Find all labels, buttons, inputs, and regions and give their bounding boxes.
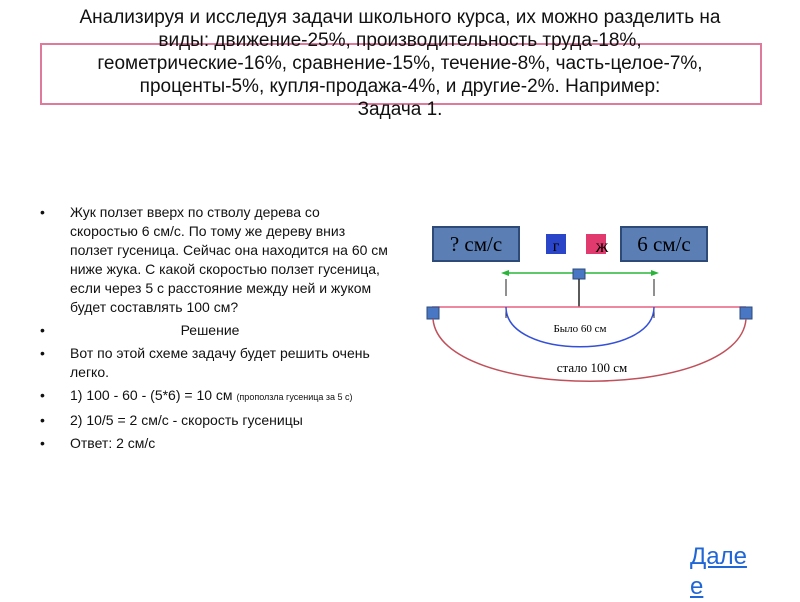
title-line-3: геометрические-16%, сравнение-15%, течение-8%, часть-целое-7%,	[97, 53, 703, 74]
green-arrow-left-head	[501, 270, 509, 276]
caterpillar-end-marker	[427, 307, 439, 319]
was-label: Было 60 см	[553, 323, 607, 335]
title-line-4: проценты-5%, купля-продажа-4%, и другие-2%. Например:	[139, 76, 661, 97]
tree-marker	[573, 269, 585, 279]
intro-text: • Вот по этой схеме задачу будет решить очень легко.	[30, 344, 390, 382]
caterpillar-mark: г	[552, 238, 560, 255]
step-1-formula: 1) 100 - 60 - (5*6) = 10 см	[70, 387, 233, 403]
caterpillar-speed-box: ? см/с	[432, 226, 520, 262]
problem-text: • Жук ползет вверх по стволу дерева со скоростью 6 см/с. По тому же дереву вниз ползет гусеница. Сейчас она находится на 60 см ниже жука. С какой скоростью ползет гусеница, если через 5 с расстояние между ней и жуком будет составлять 100 см?	[30, 203, 390, 317]
solution-heading: • Решение	[30, 321, 390, 340]
answer: • Ответ: 2 см/с	[30, 434, 390, 453]
became-label: стало 100 см	[556, 360, 628, 375]
beetle-end-marker	[740, 307, 752, 319]
next-link[interactable]: Дале е	[690, 543, 747, 600]
step-1-note: (проползла гусеница за 5 с)	[236, 392, 353, 402]
title-line-1: Анализируя и исследуя задачи школьного курса, их можно разделить на	[79, 7, 721, 28]
beetle-speed-box: 6 см/с	[620, 226, 708, 262]
step-2: • 2) 10/5 = 2 см/с - скорость гусеницы	[30, 411, 390, 430]
beetle-mark: ж	[595, 236, 609, 256]
green-arrow-right-head	[651, 270, 659, 276]
title-line-5: Задача 1.	[357, 99, 443, 120]
title-line-2: виды: движение-25%, производительность труда-18%,	[158, 30, 642, 51]
